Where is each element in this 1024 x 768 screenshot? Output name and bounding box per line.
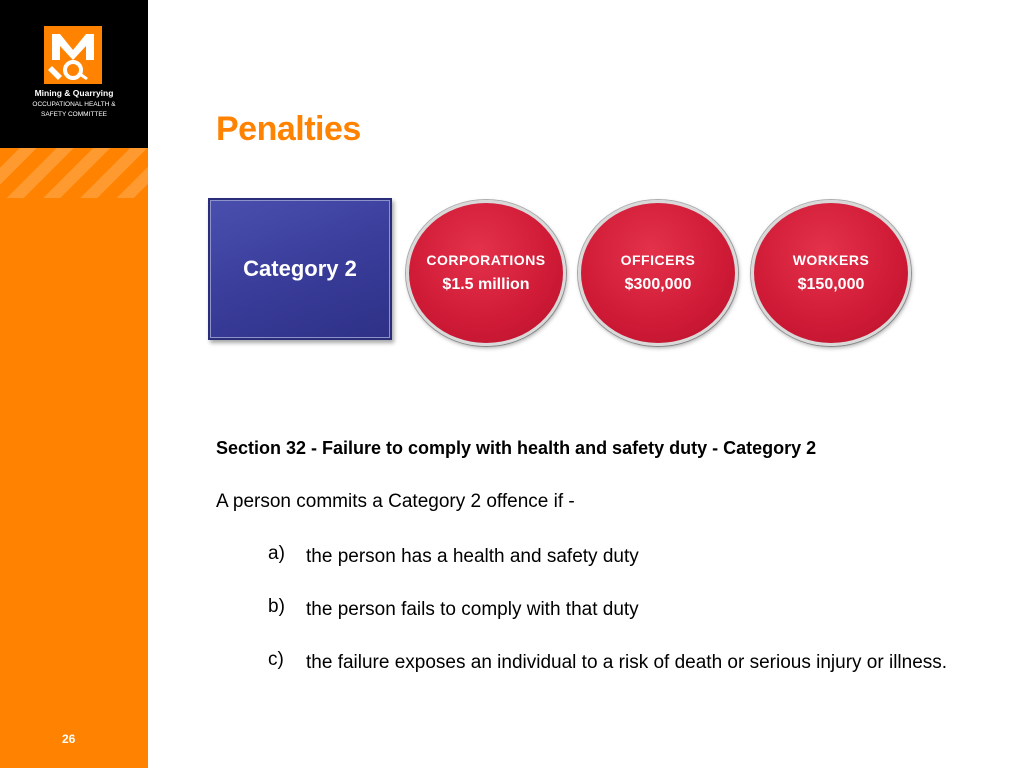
penalty-amount: $300,000 xyxy=(624,276,692,293)
penalty-name: CORPORATIONS xyxy=(426,252,546,268)
penalty-amount: $150,000 xyxy=(797,276,865,293)
logo-subtitle xyxy=(0,100,148,120)
logo-title: Mining & Quarrying xyxy=(34,88,114,98)
page-number: 26 xyxy=(62,732,76,746)
list-marker: c) xyxy=(268,649,284,670)
logo-block xyxy=(0,0,148,148)
penalty-name: WORKERS xyxy=(792,252,870,268)
penalty-name: OFFICERS xyxy=(620,252,696,268)
penalty-amount: $1.5 million xyxy=(442,276,530,293)
intro-text: A person commits a Category 2 offence if - xyxy=(216,491,575,512)
penalty-circle-officers xyxy=(578,200,738,346)
list-marker: a) xyxy=(268,543,285,564)
section-heading: Section 32 - Failure to comply with health and safety duty - Category 2 xyxy=(216,438,817,458)
list-text: the person fails to comply with that duty xyxy=(306,599,639,620)
list-text: the person has a health and safety duty xyxy=(306,546,639,567)
penalty-circle-corporations xyxy=(406,200,566,346)
sidebar xyxy=(0,0,148,768)
logo-subtitle-line2: SAFETY COMMITTEE xyxy=(41,111,107,118)
page-title: Penalties xyxy=(216,110,361,148)
list-marker: b) xyxy=(268,596,285,617)
penalty-circle-workers xyxy=(751,200,911,346)
mq-logo-icon xyxy=(44,26,102,84)
decorative-stripes xyxy=(0,148,148,198)
category-box xyxy=(208,198,392,340)
category-label: Category 2 xyxy=(243,256,357,281)
logo-subtitle-line1: OCCUPATIONAL HEALTH & xyxy=(32,101,116,108)
list-text: the failure exposes an individual to a risk of death or serious injury or illness. xyxy=(306,652,948,673)
